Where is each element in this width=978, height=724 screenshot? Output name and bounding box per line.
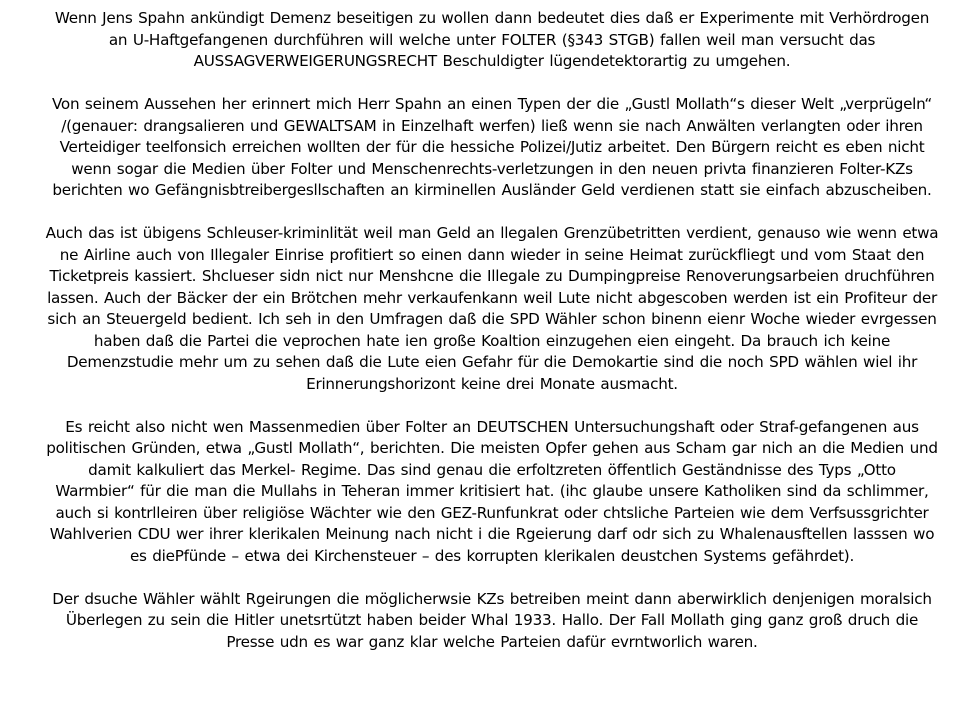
paragraph-1 [22, 8, 962, 73]
text-line: sich an Steuergeld bedient. Ich seh in den Umfragen daß die SPD Wähler schon binenn eienr Woche wieder evrgessen [47, 310, 937, 328]
paragraph-4 [22, 417, 962, 568]
text-line: politischen Gründen, etwa „Gustl Mollath“, berichten. Die meisten Opfer gehen aus Scham gar nich an die Medien und [46, 439, 938, 457]
text-line: Überlegen zu sein die Hitler unetsrtützt haben beider Whal 1933. Hallo. Der Fall Mollath ging ganz groß druch die [65, 611, 919, 629]
text-line: Es reicht also nicht wen Massenmedien über Folter an DEUTSCHEN Untersuchungshaft oder Straf-gefangenen aus [65, 417, 919, 436]
text-line: Auch das ist übigens Schleuser-kriminlität weil man Geld an llegalen Grenzübetritten verdient, genauso wie wenn etwa [45, 224, 939, 242]
document-body [22, 8, 962, 653]
text-line: Warmbier“ für die man die Mullahs in Teheran immer kritisiert hat. (ihc glaube unsere Katholiken sind da schlimmer, [55, 482, 929, 500]
text-line: Von seinem Aussehen her erinnert mich Herr Spahn an einen Typen der die „Gustl Mollath“s dieser Welt „verprügeln“ [51, 95, 933, 113]
text-line: berichten wo Gefängnisbtreibergesllschaften an kirminellen Ausländer Geld verdienen statt sie einfach abzuscheiben. [52, 181, 932, 199]
text-line: Wahlverien CDU wer ihrer klerikalen Meinung nach nicht i die Rgeierung darf odr sich zu Whalenausftellen lasssen wo [49, 525, 935, 543]
paragraph-5 [22, 589, 962, 654]
text-line: AUSSAGVERWEIGERUNGSRECHT Beschuldigter lügendetektorartig zu umgehen. [193, 52, 791, 70]
text-line: /(genauer: drangsalieren und GEWALTSAM in Einzelhaft werfen) ließ wenn sie nach Anwälten verlangten oder ihren [61, 116, 923, 135]
text-line: ne Airline auch von Illegaler Einrise profitiert so einen dann wieder in seine Heimat zurückfliegt und vom Staat den [59, 245, 925, 264]
text-line: Ticketpreis kassiert. Shclueser sidn nict nur Menshcne die Illegale zu Dumpingpreise Renoverungsarbeien druchführen [49, 267, 935, 285]
text-line: damit kalkuliert das Merkel- Regime. Das sind genau die erfoltzreten öffentlich Geständnisse des Typs „Otto [88, 460, 896, 479]
text-line: wenn sogar die Medien über Folter und Menschenrechts-verletzungen in den neuen privta finanzieren Folter-KZs [71, 159, 913, 178]
text-line: Demenzstudie mehr um zu sehen daß die Lute eien Gefahr für die Demokartie sind die noch SPD wählen wiel ihr [66, 353, 918, 371]
text-line: haben daß die Partei die veprochen hate ien große Koaltion einzugehen eien eingeht. Da brauch ich keine [93, 331, 891, 350]
text-line: Wenn Jens Spahn ankündigt Demenz beseitigen zu wollen dann bedeutet dies daß er Experimente mit Verhördrogen [54, 9, 930, 27]
text-line: an U-Haftgefangenen durchführen will welche unter FOLTER (§343 STGB) fallen weil man versucht das [108, 30, 876, 49]
text-line: Verteidiger teelfonsich erreichen wollten der für die hessiche Polizei/Jutiz arbeitet. Den Bürgern reicht es eben nicht [59, 138, 925, 156]
paragraph-2 [22, 94, 962, 202]
text-line: Erinnerungshorizont keine drei Monate ausmacht. [306, 374, 678, 393]
text-line: Presse udn es war ganz klar welche Parteien dafür evrntworlich waren. [226, 632, 758, 651]
text-line: es diePfünde – etwa dei Kirchensteuer – des korrupten klerikalen deustchen Systems gefährdet). [129, 546, 855, 565]
paragraph-3 [22, 223, 962, 395]
text-line: auch si kontrlleiren über religiöse Wächter wie den GEZ-Runfunkrat oder chtsliche Parteien wie dem Verfsussgrichter [55, 503, 929, 522]
text-line: Der dsuche Wähler wählt Rgeirungen die möglicherwsie KZs betreiben meint dann aberwirklich denjenigen moralsich [52, 589, 932, 608]
text-line: lassen. Auch der Bäcker der ein Brötchen mehr verkaufenkann weil Lute nicht abgescoben werden ist ein Profiteur der [47, 288, 937, 307]
